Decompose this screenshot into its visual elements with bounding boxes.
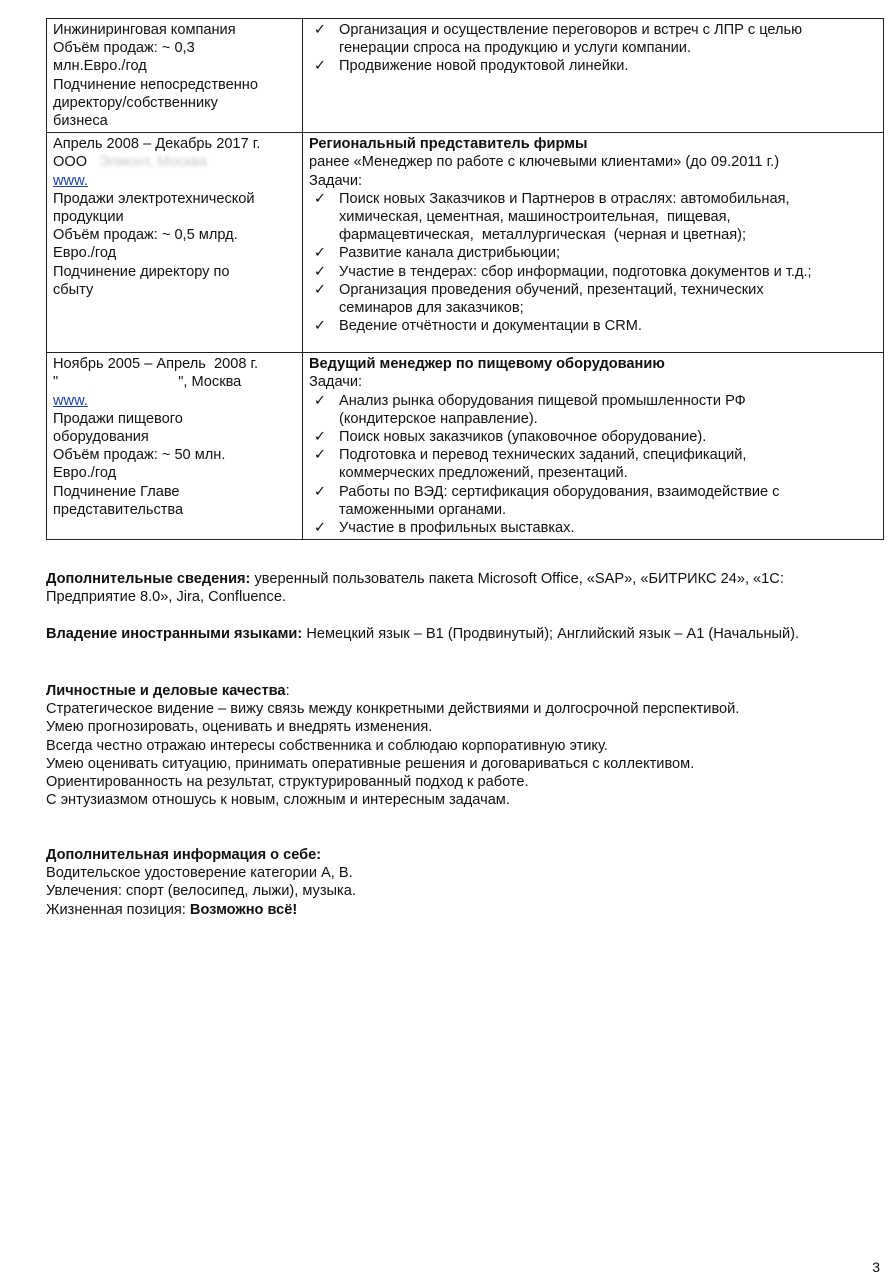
checkmark-icon: ✓ [313,392,327,409]
experience-row [47,353,884,540]
languages-section [46,625,876,643]
company-website-link[interactable]: www. [53,172,88,189]
about-item: Водительское удостоверение категории А, В. [46,865,353,882]
checkmark-icon: ✓ [313,483,327,500]
company-name [53,153,296,171]
reporting-line: Подчинение директору по [53,263,230,280]
reporting-line: бизнеса [53,113,108,130]
sales-volume-unit: Евро./год [53,465,117,482]
quality-item: Стратегическое видение – вижу связь между конкретными действиями и долгосрочной перспективой. [46,701,740,718]
company-name [53,373,296,391]
checkmark-icon: ✓ [313,520,327,537]
task-text: (кондитерское направление). [339,410,538,427]
task-text: Организация проведения обучений, презентаций, технических [339,281,764,298]
additional-info-text: Предприятие 8.0», Jira, Confluence. [46,589,287,606]
task-text: Организация и осуществление переговоров и встреч с ЛПР с целью [339,22,803,38]
languages-label: Владение иностранными языками: [46,626,303,642]
company-website [53,172,296,190]
task-text: Подготовка и перевод технических заданий, спецификаций, [339,447,747,464]
sales-volume-unit: Евро./год [53,245,117,262]
task-item [309,519,877,537]
languages-text: Немецкий язык – В1 (Продвинутый); Английский язык – А1 (Начальный). [302,626,800,642]
sales-volume: Объём продаж: ~ 0,5 млрд. [53,227,238,244]
checkmark-icon: ✓ [313,190,327,207]
checkmark-icon: ✓ [313,318,327,335]
reporting-line: директору/собственнику [53,94,218,111]
task-item [309,317,877,335]
sales-volume-unit: млн.Евро./год [53,58,147,75]
sales-field: Продажи электротехнической [53,190,255,207]
task-item [309,281,877,317]
company-line: Инжиниринговая компания [53,22,236,38]
checkmark-icon: ✓ [313,58,327,75]
task-text: Участие в тендерах: сбор информации, подготовка документов и т.д.; [339,263,812,280]
experience-right-cell [303,353,884,540]
task-list [309,190,877,336]
quality-item: Умею оценивать ситуацию, принимать оперативные решения и договариваться с коллективом. [46,755,695,772]
employment-period: Апрель 2008 – Декабрь 2017 г. [53,136,261,153]
task-item [309,446,877,482]
job-note: ранее «Менеджер по работе с ключевыми клиентами» (до 09.2011 г.) [309,154,780,171]
additional-info-section [46,570,876,606]
task-list [309,392,877,538]
task-item [309,57,877,75]
life-position-value: Возможно всё! [189,901,298,918]
checkmark-icon: ✓ [313,245,327,262]
task-text: Поиск новых Заказчиков и Партнеров в отраслях: автомобильная, [339,190,790,207]
experience-table [46,18,884,540]
company-website-link[interactable]: www. [53,392,88,409]
experience-right-cell [303,133,884,353]
checkmark-icon: ✓ [313,263,327,280]
sales-field: оборудования [53,429,149,446]
sales-field: Продажи пищевого [53,410,183,427]
task-text: Поиск новых заказчиков (упаковочное оборудование). [339,429,707,446]
task-item [309,428,877,446]
task-item [309,392,877,428]
task-text: фармацевтическая, металлургическая (черная и цветная); [339,227,747,244]
checkmark-icon: ✓ [313,281,327,298]
task-text: семинаров для заказчиков; [339,300,524,317]
company-prefix: ООО [53,154,88,171]
task-list [309,21,877,76]
additional-info-label: Дополнительные сведения: [46,571,251,587]
task-item [309,21,877,57]
life-position [46,901,876,919]
checkmark-icon: ✓ [313,447,327,464]
experience-left-cell [47,353,303,540]
sales-volume: Объём продаж: ~ 0,3 [53,40,195,57]
qualities-section [46,682,876,809]
task-text: коммерческих предложений, презентаций. [339,465,628,482]
reporting-line: Подчинение Главе [53,483,180,500]
qualities-colon: : [285,683,290,699]
about-item: Увлечения: спорт (велосипед, лыжи), музыка. [46,883,356,900]
quality-item: Всегда честно отражаю интересы собственника и соблюдаю корпоративную этику. [46,737,608,754]
task-item [309,244,877,262]
task-text: генерации спроса на продукцию и услуги компании. [339,40,692,57]
task-text: Развитие канала дистрибьюции; [339,245,561,262]
quality-item: С энтузиазмом отношусь к новым, сложным и интересным задачам. [46,792,510,809]
checkmark-icon: ✓ [313,22,327,38]
task-text: Участие в профильных выставках. [339,520,575,537]
additional-info-text: уверенный пользователь пакета Microsoft Office, «SAP», «БИТРИКС 24», «1С: [250,571,784,587]
tasks-heading: Задачи: [309,172,363,189]
checkmark-icon: ✓ [313,429,327,446]
reporting-line: представительства [53,501,184,518]
task-item [309,483,877,519]
task-text: Анализ рынка оборудования пищевой промышленности РФ [339,392,746,409]
task-item [309,263,877,281]
task-item [309,190,877,245]
task-text: Продвижение новой продуктовой линейки. [339,58,629,75]
job-title: Региональный представитель фирмы [309,136,588,153]
life-position-label: Жизненная позиция: [46,901,190,918]
experience-left-cell [47,19,303,133]
about-heading: Дополнительная информация о себе: [46,847,322,863]
employment-period: Ноябрь 2005 – Апрель 2008 г. [53,356,259,373]
job-title: Ведущий менеджер по пищевому оборудованию [309,356,665,373]
task-text: химическая, цементная, машиностроительная, пищевая, [339,209,731,226]
task-text: Работы по ВЭД: сертификация оборудования, взаимодействие с [339,483,780,500]
company-quote: " [53,374,59,391]
experience-right-cell [303,19,884,133]
company-name-redacted: Элмонт, Москва [99,154,207,171]
languages-line [46,625,876,643]
experience-left-cell [47,133,303,353]
page-number: 3 [872,1258,880,1275]
company-city: ", Москва [178,374,242,391]
tasks-heading: Задачи: [309,374,363,391]
sales-volume: Объём продаж: ~ 50 млн. [53,447,226,464]
additional-info-line [46,570,876,588]
qualities-label: Личностные и деловые качества [46,683,286,699]
task-text: Ведение отчётности и документации в CRM. [339,318,642,335]
quality-item: Умею прогнозировать, оценивать и внедрять изменения. [46,719,433,736]
about-section [46,846,876,919]
quality-item: Ориентированность на результат, структурированный подход к работе. [46,774,529,791]
qualities-heading [46,682,876,700]
reporting-line: сбыту [53,281,94,298]
sales-field: продукции [53,209,124,226]
company-website [53,392,296,410]
task-text: таможенными органами. [339,501,507,518]
experience-row [47,19,884,133]
experience-row [47,133,884,353]
reporting-line: Подчинение непосредственно [53,76,258,93]
